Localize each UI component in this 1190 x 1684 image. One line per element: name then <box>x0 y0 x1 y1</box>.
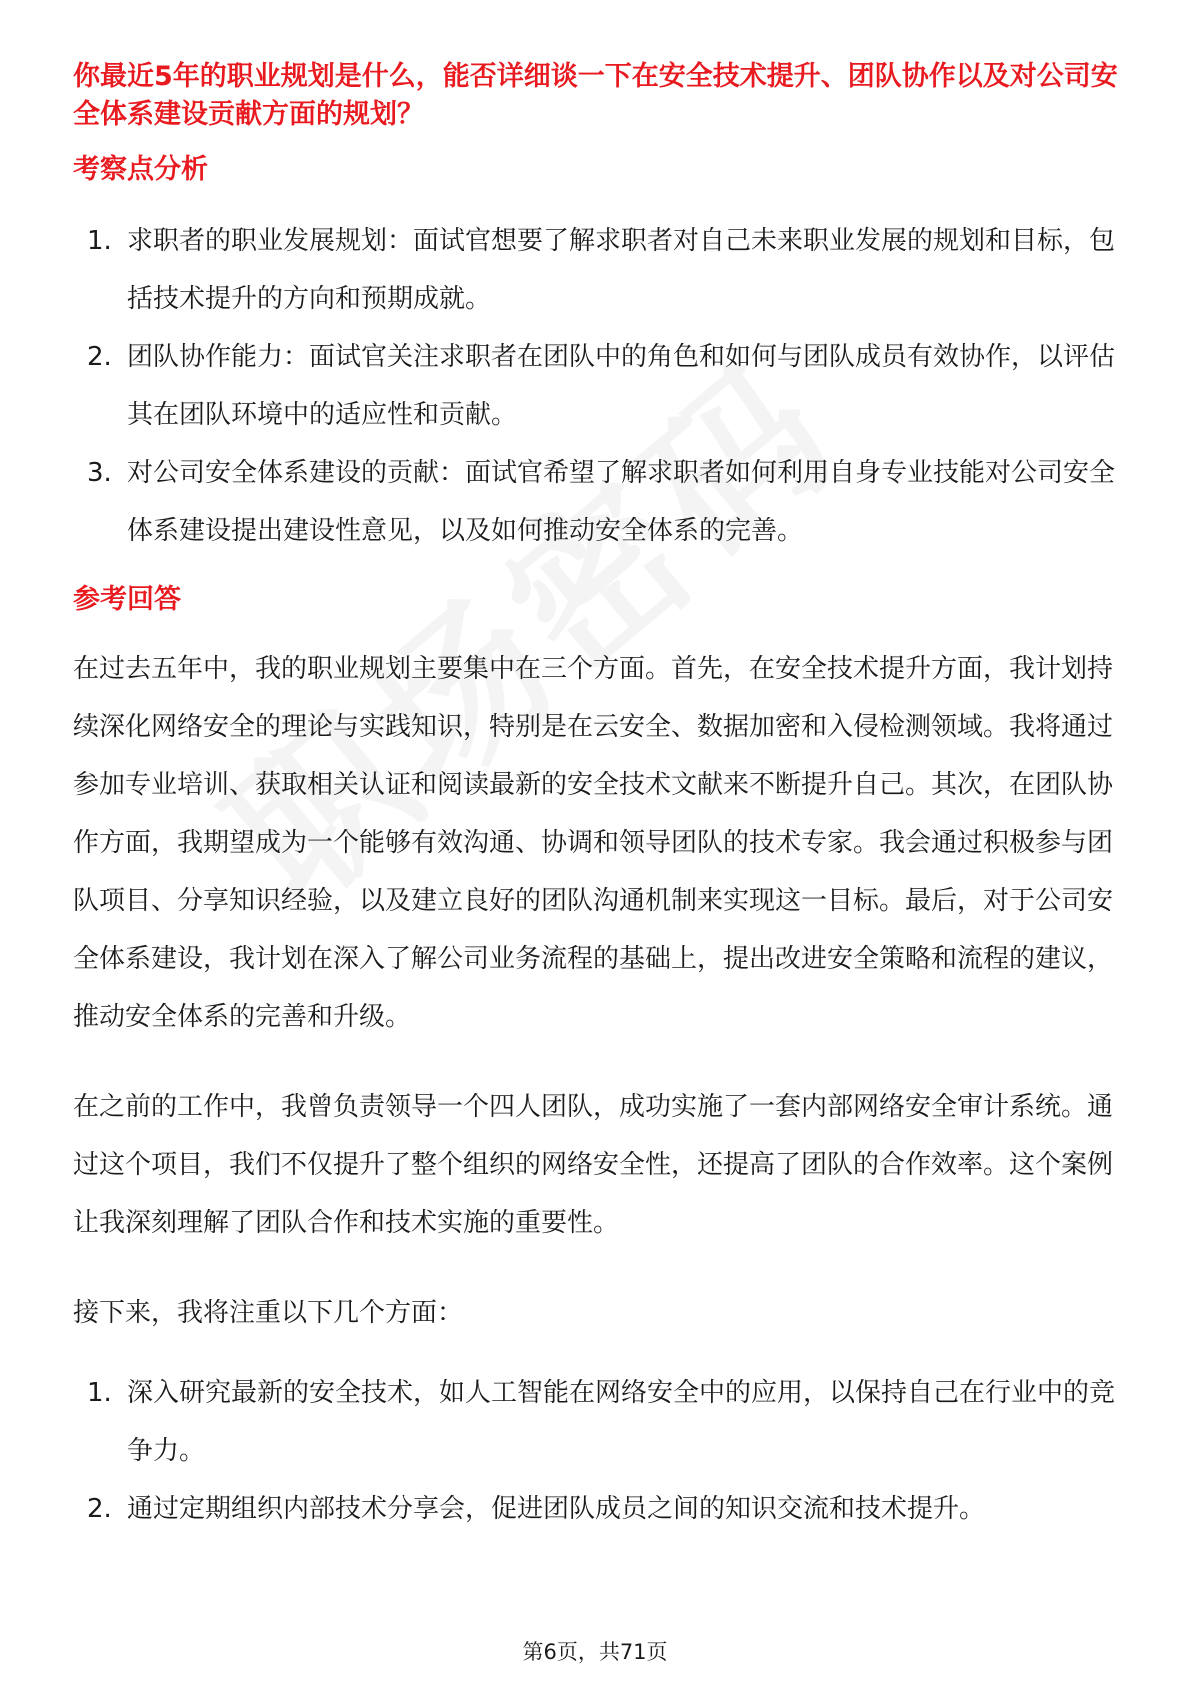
list-item-text: 通过定期组织内部技术分享会，促进团队成员之间的知识交流和技术提升。 <box>127 1494 986 1524</box>
content-area <box>73 58 1118 1538</box>
list-item-text: 深入研究最新的安全技术，如人工智能在网络安全中的应用，以保持自己在行业中的竞争力。 <box>127 1378 1116 1466</box>
answer-paragraph: 在之前的工作中，我曾负责领导一个四人团队，成功实施了一套内部网络安全审计系统。通过这个项目，我们不仅提升了整个组织的网络安全性，还提高了团队的合作效率。这个案例让我深刻理解了团队合作和技术实施的重要性。 <box>73 1092 1114 1238</box>
list-item <box>73 328 1118 444</box>
list-item-number: 3. <box>87 458 112 488</box>
list-item <box>73 212 1118 328</box>
analysis-list <box>73 212 1118 560</box>
list-item-text: 对公司安全体系建设的贡献：面试官希望了解求职者如何利用自身专业技能对公司安全体系建设提出建设性意见，以及如何推动安全体系的完善。 <box>127 458 1116 546</box>
question-title: 你最近5年的职业规划是什么，能否详细谈一下在安全技术提升、团队协作以及对公司安全体系建设贡献方面的规划？ <box>73 61 1118 130</box>
answer-heading: 参考回答 <box>73 584 181 615</box>
list-item <box>73 1480 1118 1538</box>
answer-paragraph: 在过去五年中，我的职业规划主要集中在三个方面。首先，在安全技术提升方面，我计划持续深化网络安全的理论与实践知识，特别是在云安全、数据加密和入侵检测领域。我将通过参加专业培训、获取相关认证和阅读最新的安全技术文献来不断提升自己。其次，在团队协作方面，我期望成为一个能够有效沟通、协调和领导团队的技术专家。我会通过积极参与团队项目、分享知识经验，以及建立良好的团队沟通机制来实现这一目标。最后，对于公司安全体系建设，我计划在深入了解公司业务流程的基础上，提出改进安全策略和流程的建议，推动安全体系的完善和升级。 <box>73 654 1114 1032</box>
list-item <box>73 1364 1118 1480</box>
list-item <box>73 444 1118 560</box>
list-item-number: 1. <box>87 1378 112 1408</box>
list-item-text: 团队协作能力：面试官关注求职者在团队中的角色和如何与团队成员有效协作，以评估其在团队环境中的适应性和贡献。 <box>127 342 1116 430</box>
list-item-number: 2. <box>87 1494 112 1524</box>
analysis-heading: 考察点分析 <box>73 154 208 185</box>
plan-list <box>73 1364 1118 1538</box>
list-item-number: 2. <box>87 342 112 372</box>
list-item-number: 1. <box>87 226 112 256</box>
page-number: 第6页，共71页 <box>522 1640 668 1664</box>
list-item-text: 求职者的职业发展规划：面试官想要了解求职者对自己未来职业发展的规划和目标，包括技术提升的方向和预期成就。 <box>127 226 1116 314</box>
answer-paragraph: 接下来，我将注重以下几个方面： <box>73 1298 464 1328</box>
